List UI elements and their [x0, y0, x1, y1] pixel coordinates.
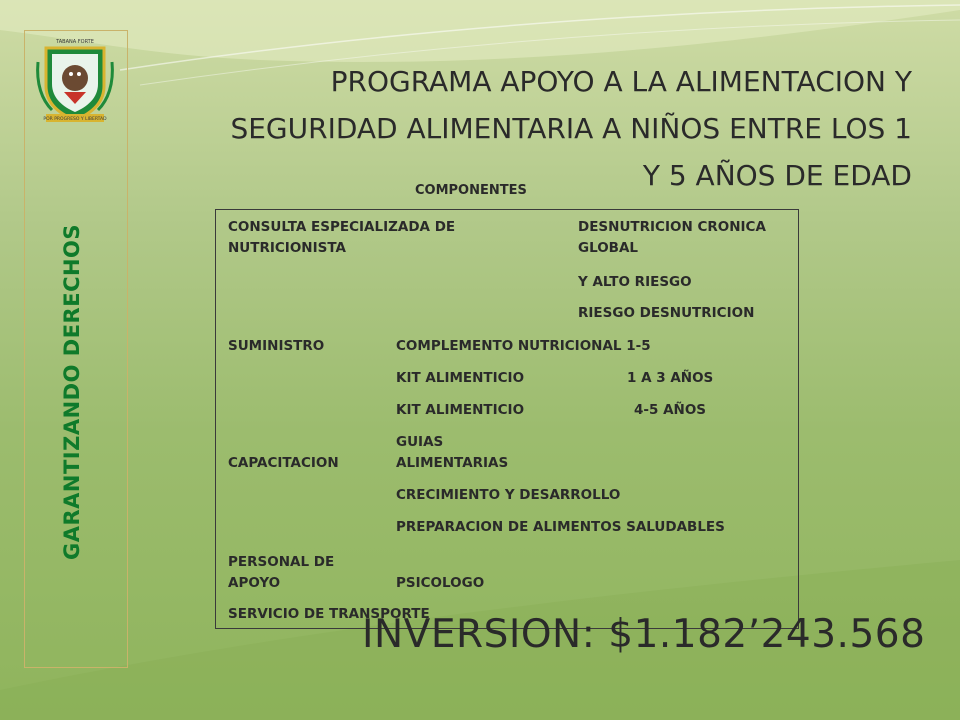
cell-consulta: CONSULTA ESPECIALIZADA DE NUTRICIONISTA — [228, 219, 456, 256]
title-line-2: SEGURIDAD ALIMENTARIA A NIÑOS ENTRE LOS 1 — [230, 112, 912, 145]
cell-desnutricion: DESNUTRICION CRONICA GLOBAL — [578, 219, 766, 256]
cell-psicologo: PSICOLOGO — [396, 575, 485, 591]
cell-capacitacion: CAPACITACION — [228, 455, 339, 471]
svg-text:TABANA FORTE: TABANA FORTE — [56, 39, 94, 45]
cell-complemento: COMPLEMENTO NUTRICIONAL 1-5 — [396, 338, 651, 354]
cell-preparacion: PREPARACION DE ALIMENTOS SALUDABLES — [396, 519, 725, 535]
cell-kit-2-age: 4-5 AÑOS — [634, 402, 707, 418]
cell-suministro: SUMINISTRO — [228, 338, 325, 354]
cell-transporte: SERVICIO DE TRANSPORTE — [228, 606, 430, 622]
investment-total: INVERSION: $1.182’243.568 — [362, 612, 926, 657]
cell-personal: PERSONAL DE APOYO — [228, 554, 335, 591]
title-line-1: PROGRAMA APOYO A LA ALIMENTACION Y — [330, 65, 912, 98]
side-vertical-label: GARANTIZANDO DERECHOS — [60, 223, 84, 560]
title-line-3: Y 5 AÑOS DE EDAD — [642, 159, 912, 192]
cell-alto-riesgo: Y ALTO RIESGO — [578, 274, 692, 290]
municipal-shield-logo — [34, 34, 116, 126]
cell-kit-1-age: 1 A 3 AÑOS — [627, 370, 714, 386]
cell-guias: GUIAS ALIMENTARIAS — [396, 434, 509, 471]
cell-riesgo: RIESGO DESNUTRICION — [578, 305, 755, 321]
slide-title — [150, 58, 912, 199]
components-heading: COMPONENTES — [415, 183, 527, 198]
cell-kit-1: KIT ALIMENTICIO — [396, 370, 525, 386]
cell-crecimiento: CRECIMIENTO Y DESARROLLO — [396, 487, 621, 503]
cell-kit-2: KIT ALIMENTICIO — [396, 402, 525, 418]
svg-text:POR PROGRESO Y LIBERTAD: POR PROGRESO Y LIBERTAD — [43, 117, 107, 122]
